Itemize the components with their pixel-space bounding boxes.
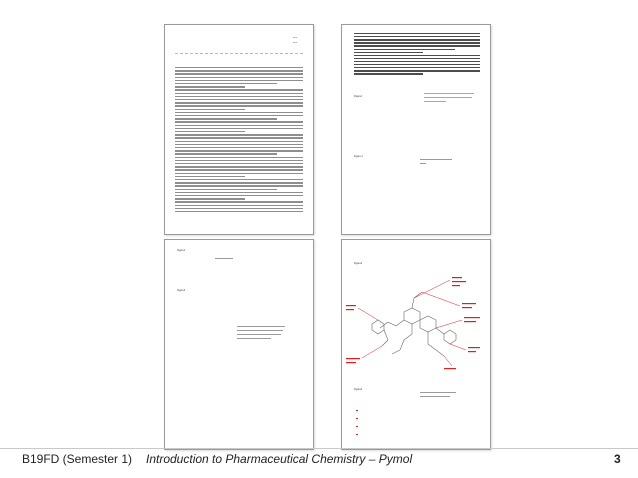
text-line — [175, 179, 303, 180]
text-line — [354, 73, 423, 74]
figure-caption — [420, 163, 426, 164]
text-line — [175, 147, 303, 148]
text-line — [175, 73, 303, 74]
text-line — [175, 137, 303, 138]
figure-caption — [215, 258, 233, 259]
text-line — [175, 144, 303, 145]
text-line — [175, 115, 303, 116]
page-header-2: xxxx — [293, 42, 298, 44]
figure-caption — [420, 396, 450, 397]
figure-caption — [424, 97, 472, 98]
figure-caption — [237, 330, 283, 331]
page-header-1: xxxx — [293, 37, 298, 39]
text-line — [175, 118, 277, 119]
text-line — [175, 67, 303, 68]
text-line — [175, 96, 303, 97]
figure-caption — [237, 338, 271, 339]
text-line — [175, 105, 303, 106]
text-line — [175, 195, 303, 196]
text-line — [175, 121, 303, 122]
document-page-3-thumbnail[interactable] — [164, 239, 314, 450]
text-line — [175, 93, 303, 94]
text-line — [354, 45, 480, 46]
slide-footer — [0, 452, 638, 468]
text-line — [354, 39, 480, 40]
text-line — [175, 131, 245, 132]
text-line — [175, 112, 303, 113]
presentation-title: Introduction to Pharmaceutical Chemistry – Pymol — [146, 452, 413, 466]
text-line — [175, 99, 303, 100]
text-line — [175, 173, 303, 174]
text-line — [175, 211, 303, 212]
text-line — [175, 153, 277, 154]
text-line — [175, 157, 303, 158]
text-line — [354, 70, 480, 71]
text-line — [175, 176, 245, 177]
text-line — [354, 58, 480, 59]
figure-caption — [420, 392, 456, 393]
text-line — [175, 102, 303, 103]
document-page-2-thumbnail[interactable] — [341, 24, 491, 235]
figure-label-1: Figure1 — [177, 249, 186, 252]
figure-label-1: Figure3 — [354, 262, 363, 265]
text-line — [175, 70, 303, 71]
text-line — [175, 77, 303, 78]
text-line — [175, 201, 303, 202]
figure-label-2: Figure2 — [177, 289, 186, 292]
footer-divider — [0, 448, 638, 449]
figure-caption — [420, 159, 452, 160]
figure-label-2: Figure 2 — [354, 155, 363, 158]
figure-caption — [237, 334, 281, 335]
header-rule — [175, 53, 303, 54]
figure-label-2: Figure4 — [354, 388, 363, 391]
figure-caption — [237, 326, 285, 327]
text-line — [175, 150, 303, 151]
red-bullet — [356, 418, 358, 419]
text-line — [175, 205, 303, 206]
text-line — [175, 128, 303, 129]
text-line — [354, 33, 480, 34]
text-line — [175, 141, 303, 142]
text-line — [175, 198, 245, 199]
red-bullet — [356, 434, 358, 435]
text-line — [175, 80, 303, 81]
text-line — [175, 169, 303, 170]
text-line — [175, 134, 303, 135]
red-bullet — [356, 410, 358, 411]
text-line — [175, 160, 303, 161]
text-line — [175, 89, 303, 90]
text-line — [354, 67, 480, 68]
text-line — [354, 36, 480, 37]
molecular-interaction-diagram — [342, 262, 490, 382]
text-line — [175, 83, 277, 84]
text-line — [175, 182, 303, 183]
text-line — [354, 55, 480, 56]
page-number: 3 — [614, 452, 621, 466]
text-line — [175, 189, 277, 190]
text-line — [354, 49, 455, 50]
text-line — [175, 86, 245, 87]
text-line — [354, 61, 480, 62]
text-line — [175, 192, 303, 193]
text-line — [354, 64, 480, 65]
text-line — [175, 109, 245, 110]
document-page-4-thumbnail[interactable] — [341, 239, 491, 450]
text-line — [175, 163, 303, 164]
document-page-1-thumbnail[interactable] — [164, 24, 314, 235]
figure-label-1: Figure1 — [354, 95, 363, 98]
text-line — [175, 208, 303, 209]
text-line — [354, 42, 480, 43]
text-line — [175, 185, 303, 186]
figure-caption — [424, 93, 474, 94]
figure-caption — [424, 101, 446, 102]
course-code: B19FD (Semester 1) — [22, 452, 133, 466]
text-line — [175, 125, 303, 126]
text-line — [175, 166, 303, 167]
text-line — [354, 52, 423, 53]
red-bullet — [356, 426, 358, 427]
